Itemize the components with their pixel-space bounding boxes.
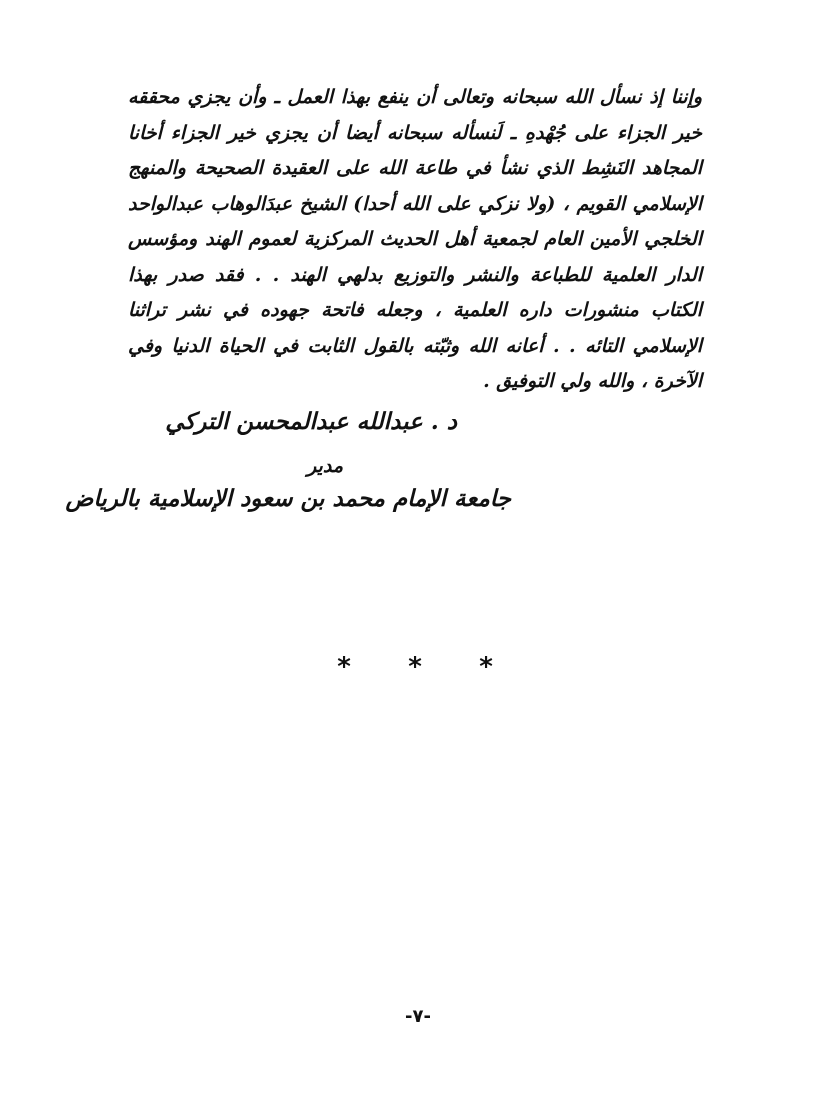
section-ornament bbox=[330, 652, 500, 682]
ornament-star: * bbox=[479, 652, 493, 682]
page-number: -٧- bbox=[405, 1006, 431, 1027]
body-paragraph: وإننا إذ نسأل الله سبحانه وتعالى أن ينفع بهذا العمل ـ وأن يجزي محققه خير الجزاء على جُهْدهِ ـ لَنسأله سبحانه أيضا أن يجزي خير الجزاء أخانا المجاهد النَشِط الذي نشأ في طاعة الله على العقيدة الصحيحة والمنهج الإسلامي القويم ، (ولا نزكي على الله أحدا) الشيخ عبدَالوهاب عبدالواحد الخلجي الأمين العام لجمعية أهل الحديث المركزية لعموم الهند ومؤسس الدار العلمية للطباعة والنشر والتوزيع بدلهي الهند . . فقد صدر بهذا الكتاب منشورات داره العلمية ، وجعله فاتحة جهوده في نشر تراثنا الإسلامي التائه . . أعانه الله وثبّته بالقول الثابت في الحياة الدنيا وفي الآخرة ، والله ولي التوفيق . bbox=[128, 86, 702, 392]
signatory-role: مدير bbox=[307, 455, 343, 477]
ornament-star: * bbox=[337, 652, 351, 682]
ornament-star: * bbox=[408, 652, 422, 682]
signatory-name: د . عبدالله عبدالمحسن التركي bbox=[165, 408, 457, 435]
signatory-organization: جامعة الإمام محمد بن سعود الإسلامية بالرياض bbox=[65, 485, 511, 512]
